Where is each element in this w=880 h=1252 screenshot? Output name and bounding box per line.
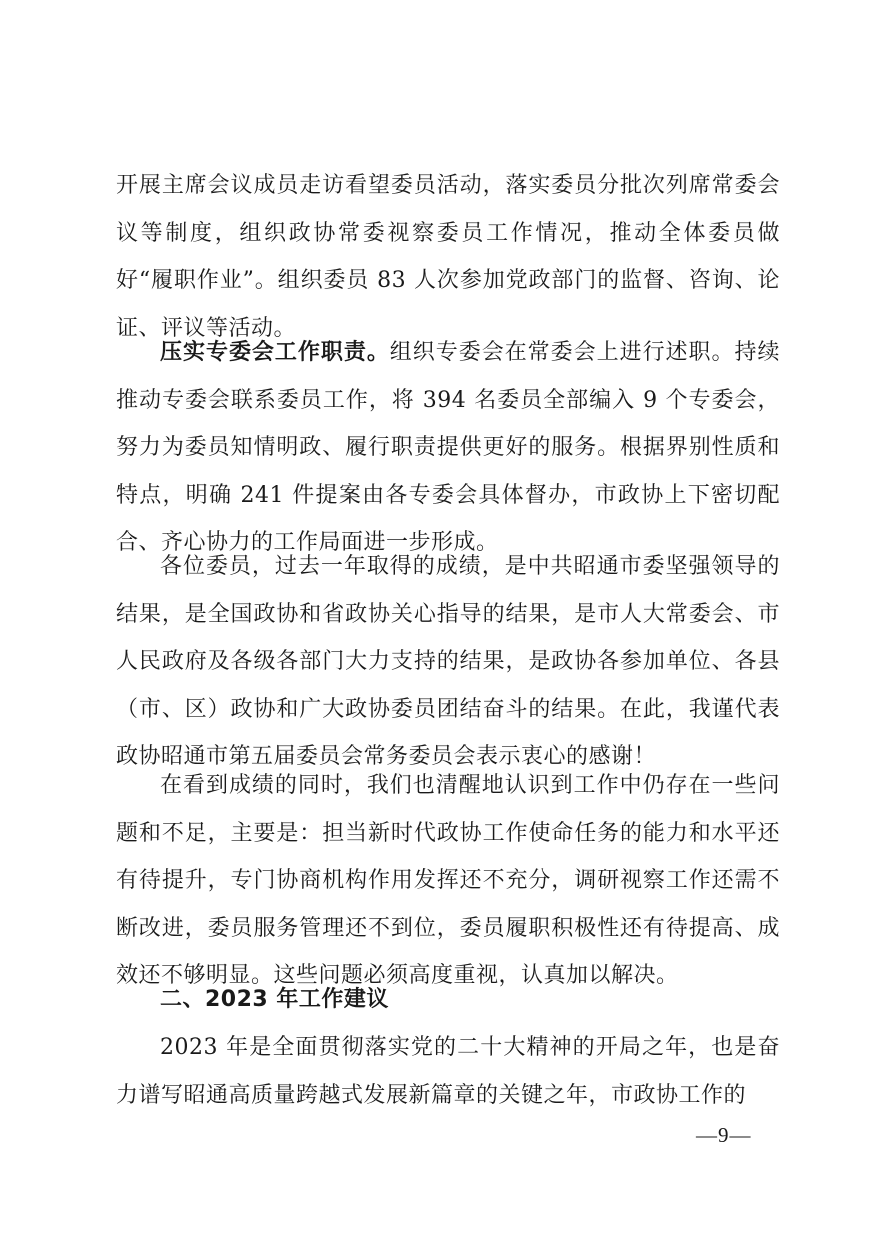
paragraph-problems (116, 762, 780, 1000)
paragraph-text: 开展主席会议成员走访看望委员活动，落实委员分批次列席常委会议等制度，组织政协常委视察委员工作情况，推动全体委员做好“履职作业”。组织委员 83 人次参加党政部门的监督、咨询、论证、评议等活动。 (116, 173, 780, 341)
page-number: —9— (696, 1123, 752, 1147)
paragraph-text: 各位委员，过去一年取得的成绩，是中共昭通市委坚强领导的结果，是全国政协和省政协关心指导的结果，是市人大常委会、市人民政府及各级各部门大力支持的结果，是政协各参加单位、各县（市、区）政协和广大政协委员团结奋斗的结果。在此，我谨代表政协昭通市第五届委员会常务委员会表示衷心的感谢！ (116, 554, 780, 769)
paragraph-continuation (116, 162, 780, 352)
paragraph-body: 组织专委会在常委会上进行述职。持续推动专委会联系委员工作，将 394 名委员全部编入 9 个专委会，努力为委员知情明政、履行职责提供更好的服务。根据界别性质和特点，明确 241 件提案由各专委会具体督办，市政协上下密切配合、齐心协力的工作局面进一步形成。 (116, 340, 780, 555)
paragraph-lead-heading: 压实专委会工作职责。 (160, 340, 390, 365)
paragraph-2023-intro (116, 1024, 780, 1119)
paragraph-text: 在看到成绩的同时，我们也清醒地认识到工作中仍存在一些问题和不足，主要是：担当新时代政协工作使命任务的能力和水平还有待提升，专门协商机构作用发挥还不充分，调研视察工作还需不断改进，委员服务管理还不到位，委员履职积极性还有待提高、成效还不够明显。这些问题必须高度重视，认真加以解决。 (116, 773, 780, 988)
paragraph-text (116, 329, 780, 567)
paragraph-special-committee (116, 329, 780, 567)
paragraph-acknowledgement (116, 543, 780, 781)
paragraph-text: 2023 年是全面贯彻落实党的二十大精神的开局之年，也是奋力谱写昭通高质量跨越式发展新篇章的关键之年，市政协工作的 (116, 1035, 780, 1108)
section-heading: 二、2023 年工作建议 (160, 987, 389, 1012)
